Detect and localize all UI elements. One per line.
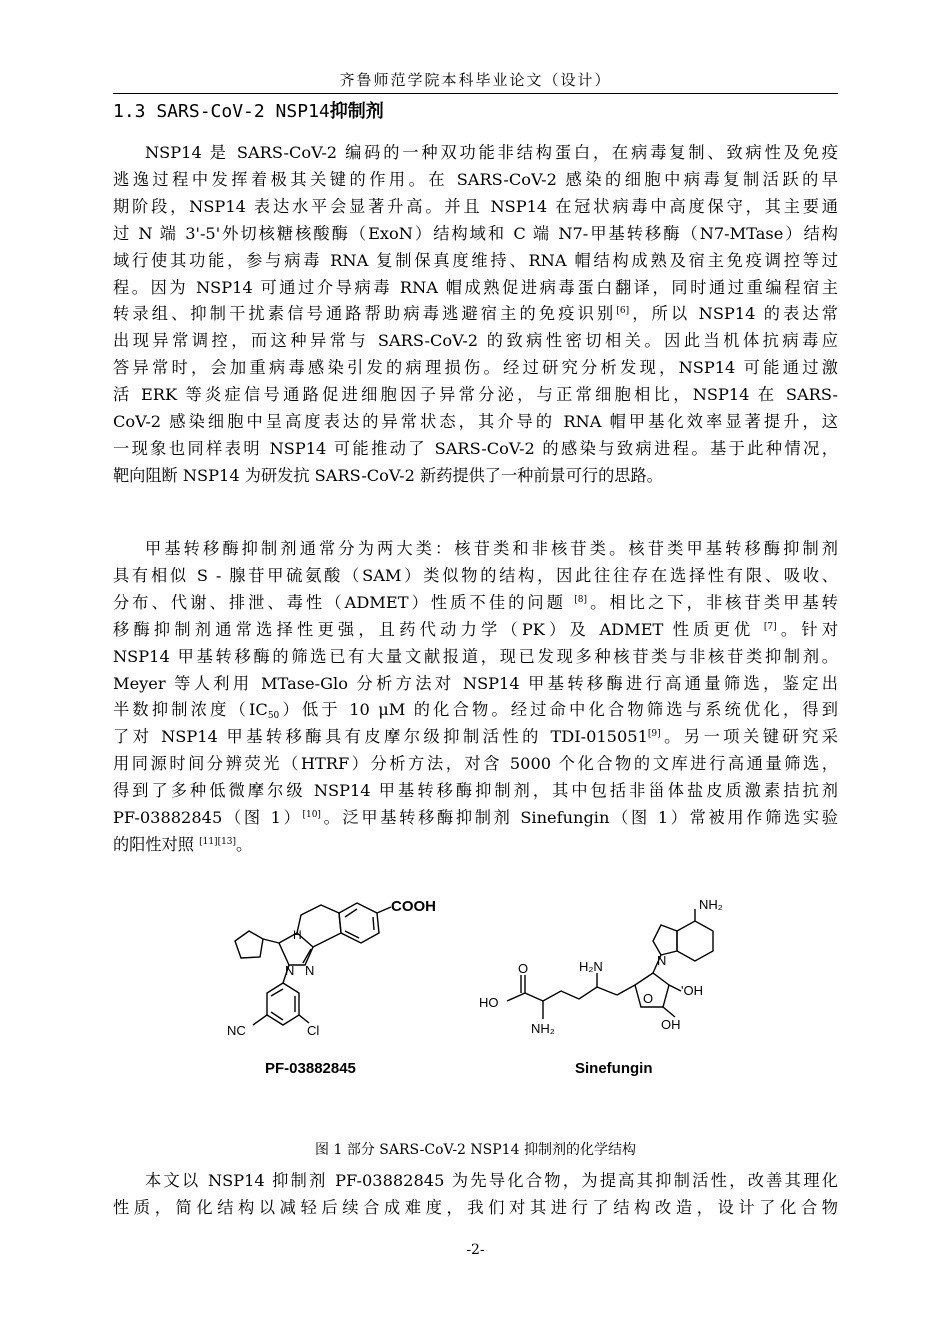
subscript: 50 [267,711,280,722]
text-line [113,590,838,617]
text-line: CoV-2 感染细胞中呈高度表达的异常状态，其介导的 RNA 帽甲基化效率显著提升，这 [113,412,838,432]
acid-o-label: O [518,961,529,976]
text-line: 域行使其功能，参与病毒 RNA 复制保真度维持、RNA 帽结构成熟及宿主免疫调控等过 [113,250,838,270]
text-line [113,805,838,832]
text-line [113,832,838,859]
cyclopentyl-ring [235,931,263,958]
text-line: 具有相似 S - 腺苷甲硫氨酸（SAM）类似物的结构，因此往往存在选择性有限、吸收、 [113,565,838,585]
n-label: N [657,953,667,968]
text-run: 半数抑制浓度（IC [113,700,268,720]
oh-label-2: OH [661,1017,681,1032]
text-run: 转录组、抑制干扰素信号通路帮助病毒逃避宿主的免疫识别 [113,304,617,324]
page-header: 齐鲁师范学院本科毕业论文（设计） [339,71,612,89]
text-run: PF-03882845（图 1） [113,808,303,828]
citation: [9] [647,729,661,740]
paragraph-methyltransferase-inhibitors [113,536,838,859]
cooh-label: COOH [391,898,436,915]
text-line: 出现异常调控，而这种异常与 SARS-CoV-2 的致病性密切相关。因此当机体抗病毒应 [113,331,838,351]
text-run: 。泛甲基转移酶抑制剂 Sinefungin（图 1）常被用作筛选实验 [320,808,838,828]
page-number: -2- [466,1242,485,1258]
text-run: ）低于 10 μM 的化合物。经过命中化合物筛选与系统优化，得到 [279,700,838,720]
text-line: 答异常时，会加重病毒感染引发的病理损伤。经过研究分析发现，NSP14 可能通过激 [113,358,838,378]
nc-label: NC [227,1023,246,1038]
text-line [113,697,838,724]
citation: [11][13] [199,836,237,847]
text-line: NSP14 甲基转移酶的筛选已有大量文献报道，现已发现多种核苷类与非核苷类抑制剂。 [113,646,838,666]
pf-03882845-name: PF-03882845 [265,1060,356,1077]
text-line: 程。因为 NSP14 可通过介导病毒 RNA 帽成熟促进病毒蛋白翻译，同时通过重编程宿主 [113,277,838,297]
n2-label: N [305,963,315,978]
paragraph-nsp14-background [113,140,838,490]
imidazole-ring [653,925,677,955]
text-line: 一现象也同样表明 NSP14 可能推动了 SARS-CoV-2 的感染与致病进程。基于此种情况， [113,438,838,458]
text-line [113,724,838,751]
text-run: 。另一项关键研究采 [660,727,838,747]
text-run: 。相比之下，非核苷类甲基转 [587,592,838,612]
text-line [113,617,838,644]
n1-label: N [285,963,295,978]
text-run: 移酶抑制剂通常选择性更强，且药代动力学（PK）及 ADMET 性质更优 [113,619,764,639]
text-line: NSP14 是 SARS-CoV-2 编码的一种双功能非结构蛋白，在病毒复制、致病性及免疫 [145,143,838,162]
sinefungin-structure [507,909,713,1019]
text-line: 靶向阻断 NSP14 为研发抗 SARS-CoV-2 新药提供了一种前景可行的思路。 [113,465,663,485]
citation: [6] [616,306,630,317]
figure-caption: 图 1 部分 SARS-CoV-2 NSP14 抑制剂的化学结构 [315,1142,636,1158]
header-rule [113,93,838,94]
text-line: 期阶段，NSP14 表达水平会显著升高。并且 NSP14 在冠状病毒中高度保守，其主要通 [113,196,838,216]
text-line [113,301,838,328]
text-line: 甲基转移酶抑制剂通常分为两大类：核苷类和非核苷类。核苷类甲基转移酶抑制剂 [145,539,838,558]
text-line: 活 ERK 等炎症信号通路促进细胞因子异常分泌，与正常细胞相比，NSP14 在 SARS- [113,385,838,405]
text-line: 得到了多种低微摩尔级 NSP14 甲基转移酶抑制剂，其中包括非甾体盐皮质激素拮抗剂 [113,781,838,801]
citation: [8] [574,594,588,605]
section-heading-text: 抑制剂 [329,101,384,122]
figure-chemical-structures [205,895,755,1115]
pyrimidine-ring [677,921,713,961]
nh2-top-label: NH₂ [699,897,723,912]
sinefungin-name: Sinefungin [575,1060,653,1077]
cl-label: Cl [307,1023,320,1038]
citation: [10] [302,810,321,821]
section-heading-number: 1.3 SARS-CoV-2 NSP14 [113,101,330,122]
ring-o-label: O [643,991,654,1006]
oh-label-1: 'OH [681,983,703,998]
section-heading [113,100,384,124]
paragraph-study-design [113,1168,838,1222]
text-line: 用同源时间分辨荧光（HTRF）分析方法，对含 5000 个化合物的文库进行高通量筛选， [113,754,838,774]
h-label: H [293,928,302,942]
ho-label: HO [479,995,499,1010]
text-run: 了对 NSP14 甲基转移酶具有皮摩尔级抑制活性的 TDI-015051 [113,727,648,747]
text-run: ，所以 NSP14 的表达常 [629,304,838,324]
citation: [7] [763,621,777,632]
text-run: 。 [236,834,253,854]
text-line: 逃逸过程中发挥着极其关键的作用。在 SARS-CoV-2 感染的细胞中病毒复制活跃的早 [113,169,838,189]
text-run: 分布、代谢、排泄、毒性（ADMET）性质不佳的问题 [113,592,575,612]
text-line: 性质，简化结构以减轻后续合成难度，我们对其进行了结构改造，设计了化合物 [113,1197,838,1217]
text-run: 的阳性对照 [113,834,200,854]
nh2-bottom-label: NH₂ [531,1021,555,1036]
text-line: Meyer 等人利用 MTase-Glo 分析方法对 NSP14 甲基转移酶进行高通量筛选，鉴定出 [113,673,838,693]
h2n-label: H₂N [579,959,603,974]
text-line: 本文以 NSP14 抑制剂 PF-03882845 为先导化合物，为提高其抑制活性，改善其理化 [145,1171,838,1190]
text-run: 。针对 [776,619,839,639]
text-line: 过 N 端 3'-5'外切核糖核酸酶（ExoN）结构域和 C 端 N7-甲基转移酶（N7-MTase）结构 [113,223,838,243]
